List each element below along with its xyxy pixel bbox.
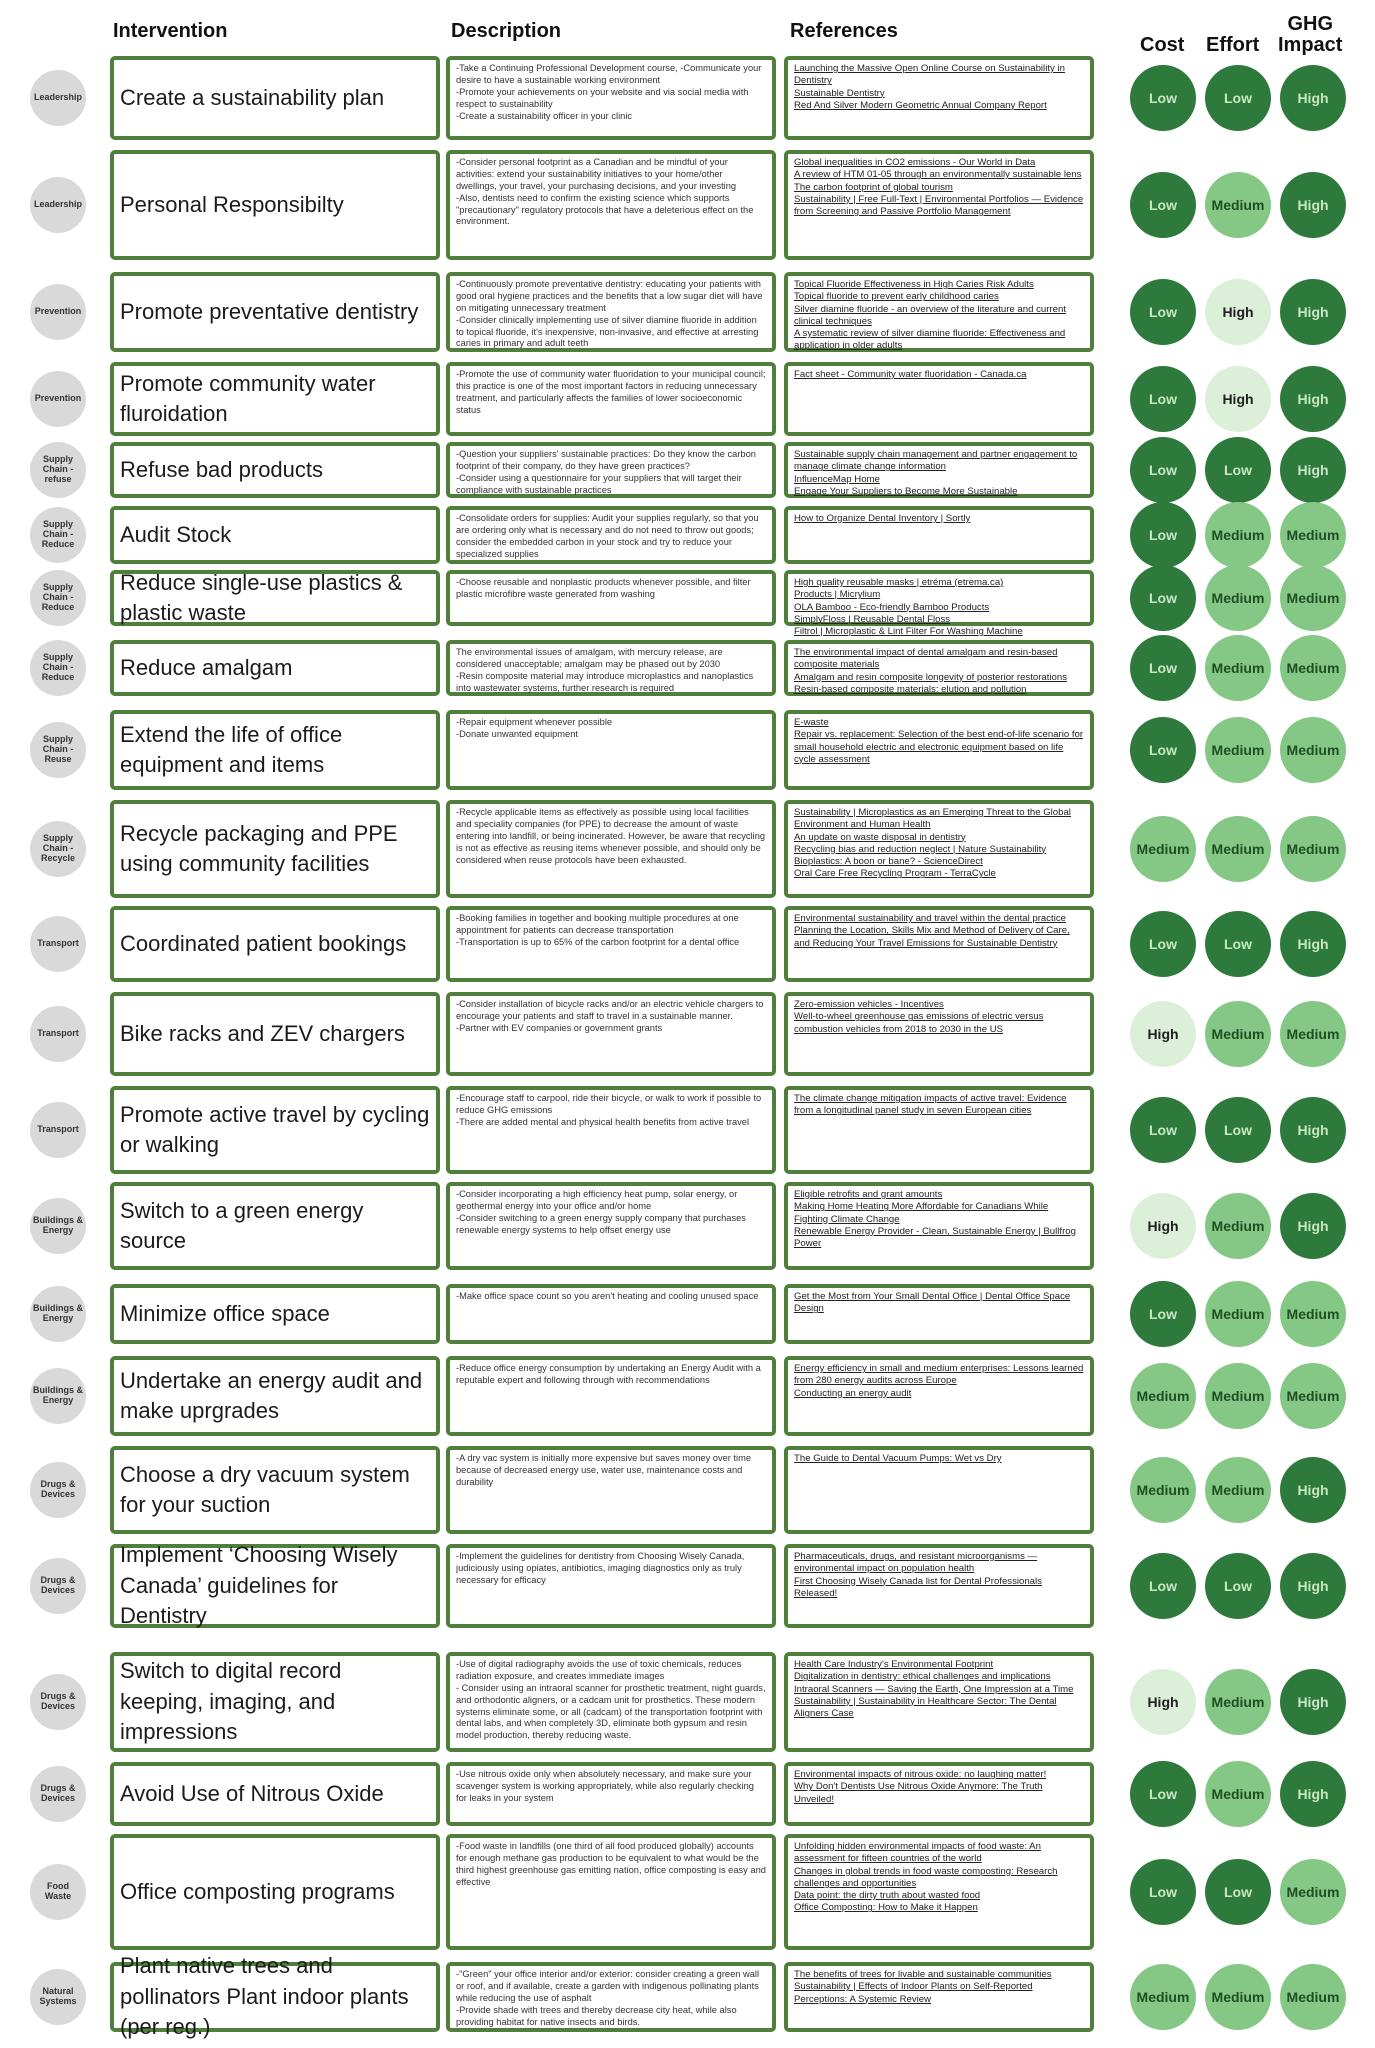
intervention-cell: Promote community water fluroidation [110, 362, 440, 436]
ghg-rating-badge: Medium [1280, 1964, 1346, 2030]
ghg-rating-badge: Medium [1280, 1859, 1346, 1925]
cost-rating-badge: Low [1130, 1097, 1196, 1163]
category-badge: Drugs & Devices [30, 1766, 86, 1822]
reference-link[interactable]: High quality reusable masks | etréma (etrema.ca) [794, 577, 1004, 588]
reference-link[interactable]: Making Home Heating More Affordable for Canadians While Fighting Climate Change [794, 1201, 1049, 1225]
cost-rating-badge: Low [1130, 1553, 1196, 1619]
description-cell: -Continuously promote preventative dentistry: educating your patients with good oral hygiene practices and the benefits that a low sugar diet will have on mitigating unnecessary treatment -Consider clinically implementing use of silver diamine fluoride in addition to topical fluoride, it's inexpensive, non-invasive, and effective at arresting caries in primary and adult teeth [446, 272, 776, 352]
intervention-cell: Personal Responsibilty [110, 150, 440, 260]
category-badge: Buildings & Energy [30, 1198, 86, 1254]
cost-rating-badge: Low [1130, 1859, 1196, 1925]
reference-link[interactable]: The climate change mitigation impacts of active travel: Evidence from a longitudinal panel study in seven European cities [794, 1093, 1067, 1117]
reference-link[interactable]: Topical Fluoride Effectiveness in High Caries Risk Adults [794, 279, 1034, 290]
effort-rating-badge: Medium [1205, 1669, 1271, 1735]
ghg-rating-badge: Medium [1280, 565, 1346, 631]
references-cell [784, 800, 1094, 898]
header-description: Description [451, 20, 562, 42]
table-row [0, 992, 1375, 1076]
references-cell [784, 1356, 1094, 1436]
effort-rating-badge: Low [1205, 1553, 1271, 1619]
references-cell [784, 992, 1094, 1076]
table-row [0, 1086, 1375, 1174]
table-row [0, 1652, 1375, 1752]
effort-rating-badge: Medium [1205, 635, 1271, 701]
intervention-cell: Minimize office space [110, 1284, 440, 1344]
references-cell [784, 1834, 1094, 1950]
category-badge: Drugs & Devices [30, 1558, 86, 1614]
effort-rating-badge: High [1205, 279, 1271, 345]
ghg-rating-badge: Medium [1280, 1363, 1346, 1429]
reference-link[interactable]: Data point: the dirty truth about wasted food [794, 1890, 981, 1902]
intervention-cell: Promote preventative dentistry [110, 272, 440, 352]
header-references: References [790, 20, 898, 42]
category-badge: Supply Chain - Reduce [30, 570, 86, 626]
intervention-cell: Switch to a green energy source [110, 1182, 440, 1270]
reference-link[interactable]: Filtrol | Microplastic & Lint Filter For Washing Machine [794, 626, 1023, 638]
header-intervention: Intervention [113, 20, 228, 42]
references-cell [784, 362, 1094, 436]
reference-link[interactable]: Sustainability | Effects of Indoor Plants on Self-Reported Perceptions: A Systemic Review [794, 1981, 1033, 2005]
reference-link[interactable]: The environmental impact of dental amalgam and resin-based composite materials [794, 647, 1058, 671]
table-row [0, 1446, 1375, 1534]
effort-rating-badge: Medium [1205, 717, 1271, 783]
cost-rating-badge: High [1130, 1669, 1196, 1735]
effort-rating-badge: Low [1205, 65, 1271, 131]
category-badge: Supply Chain - Reuse [30, 722, 86, 778]
reference-link[interactable]: Resin-based composite materials: elution and pollution [794, 683, 1027, 695]
reference-link[interactable]: Sustainability | Free Full-Text | Environmental Portfolios — Evidence from Screening and Passive Portfolio Management [794, 193, 1084, 218]
reference-link[interactable]: Intraoral Scanners — Saving the Earth, One Impression at a Time [794, 1683, 1074, 1695]
ghg-rating-badge: High [1280, 1193, 1346, 1259]
description-cell: -Use of digital radiography avoids the use of toxic chemicals, reduces radiation exposure, and creates immediate images - Consider using an intraoral scanner for prosthetic treatment, night guards, and orthodontic aligners, or a cadcam unit for prosthetics. These modern systems eliminate some, or all (cadcam) of the transportation footprint with dental labs, and when completely 3D, eliminate both gypsum and resin model production, thereby reducing waste. [446, 1652, 776, 1752]
ghg-rating-badge: High [1280, 1097, 1346, 1163]
reference-link[interactable]: Topical fluoride to prevent early childhood caries [794, 291, 999, 303]
ghg-rating-badge: High [1280, 437, 1346, 503]
references-cell [784, 150, 1094, 260]
cost-rating-badge: Low [1130, 437, 1196, 503]
reference-link[interactable]: Eligible retrofits and grant amounts [794, 1189, 943, 1200]
intervention-cell: Reduce amalgam [110, 640, 440, 696]
reference-link[interactable]: Launching the Massive Open Online Course on Sustainability in Dentistry [794, 63, 1065, 87]
reference-link[interactable]: Sustainability | Sustainability in Healthcare Sector: The Dental Aligners Case [794, 1695, 1057, 1720]
reference-link[interactable]: Sustainable Dentistry [794, 87, 885, 99]
intervention-cell: Refuse bad products [110, 442, 440, 498]
description-cell: -Food waste in landfills (one third of all food produced globally) accounts for enough methane gas production to be equivalent to what would be the third highest greenhouse gas emitting nation, office composting is easy and effective [446, 1834, 776, 1950]
references-cell [784, 1086, 1094, 1174]
category-badge: Supply Chain - refuse [30, 442, 86, 498]
reference-link[interactable]: The benefits of trees for livable and sustainable communities [794, 1969, 1052, 1980]
category-badge: Supply Chain - Recycle [30, 821, 86, 877]
reference-link[interactable]: InfluenceMap Home [794, 473, 880, 485]
intervention-cell: Recycle packaging and PPE using community facilities [110, 800, 440, 898]
reference-link[interactable]: Repair vs. replacement: Selection of the best end-of-life scenario for small household electric and electronic equipment based on life cycle assessment [794, 729, 1084, 765]
category-badge: Prevention [30, 284, 86, 340]
table-row [0, 1544, 1375, 1628]
table-row [0, 1356, 1375, 1436]
category-badge: Buildings & Energy [30, 1368, 86, 1424]
ghg-rating-badge: Medium [1280, 635, 1346, 701]
cost-rating-badge: Low [1130, 366, 1196, 432]
ghg-rating-badge: Medium [1280, 1001, 1346, 1067]
effort-rating-badge: Medium [1205, 1761, 1271, 1827]
references-cell [784, 56, 1094, 140]
category-badge: Leadership [30, 70, 86, 126]
description-cell: The environmental issues of amalgam, with mercury release, are considered unacceptable; amalgam may be phased out by 2030 -Resin composite material may introduce microplastics and nanoplastics into wastewater systems, further research is required [446, 640, 776, 696]
cost-rating-badge: Low [1130, 911, 1196, 977]
description-cell: -Consider personal footprint as a Canadian and be mindful of your activities: extend your sustainability initiatives to your home/other dwellings, your travel, your purchasing decisions, and your investing -Also, dentists need to confirm the existing science which supports "precautionary" regulatory protocols that have a deleterious effect on the environment. [446, 150, 776, 260]
table-row [0, 640, 1375, 696]
effort-rating-badge: Medium [1205, 172, 1271, 238]
category-badge: Prevention [30, 371, 86, 427]
cost-rating-badge: Low [1130, 172, 1196, 238]
category-badge: Transport [30, 916, 86, 972]
cost-rating-badge: Medium [1130, 1457, 1196, 1523]
cost-rating-badge: Medium [1130, 1964, 1196, 2030]
reference-link[interactable]: Products | Micrylium [794, 589, 881, 601]
reference-link[interactable]: The Guide to Dental Vacuum Pumps: Wet vs Dry [794, 1453, 1002, 1464]
reference-link[interactable]: A systematic review of silver diamine fluoride: Effectiveness and application in older adults [794, 328, 1066, 352]
category-badge: Food Waste [30, 1864, 86, 1920]
description-cell: -Question your suppliers' sustainable practices: Do they know the carbon footprint of their company, do they have green practices? -Consider using a questionnaire for your suppliers that will target their compliance with sustainable practices [446, 442, 776, 498]
effort-rating-badge: Medium [1205, 1363, 1271, 1429]
reference-link[interactable]: Recycling bias and reduction neglect | Nature Sustainability [794, 843, 1047, 855]
reference-link[interactable]: Unfolding hidden environmental impacts of food waste: An assessment for fifteen countries of the world [794, 1841, 1041, 1865]
cost-rating-badge: Low [1130, 502, 1196, 568]
cost-rating-badge: Low [1130, 1761, 1196, 1827]
cost-rating-badge: Medium [1130, 1363, 1196, 1429]
ghg-rating-badge: High [1280, 366, 1346, 432]
effort-rating-badge: Low [1205, 437, 1271, 503]
description-cell: -A dry vac system is initially more expensive but saves money over time because of decreased energy use, water use, maintenance costs and durability [446, 1446, 776, 1534]
references-cell [784, 640, 1094, 696]
reference-link[interactable]: Office Composting: How to Make it Happen [794, 1902, 978, 1914]
reference-link[interactable]: Engage Your Suppliers to Become More Sustainable [794, 485, 1018, 497]
reference-link[interactable]: Sustainable supply chain management and partner engagement to manage climate change information [794, 449, 1078, 473]
references-cell [784, 710, 1094, 790]
ghg-rating-badge: High [1280, 172, 1346, 238]
references-cell [784, 442, 1094, 498]
description-cell: -Make office space count so you aren't heating and cooling unused space [446, 1284, 776, 1344]
intervention-cell: Choose a dry vacuum system for your suction [110, 1446, 440, 1534]
cost-rating-badge: Low [1130, 565, 1196, 631]
effort-rating-badge: Low [1205, 911, 1271, 977]
intervention-cell: Bike racks and ZEV chargers [110, 992, 440, 1076]
table-row [0, 1762, 1375, 1826]
references-cell [784, 1446, 1094, 1534]
description-cell: -Reduce office energy consumption by undertaking an Energy Audit with a reputable expert and following through with recommendations [446, 1356, 776, 1436]
intervention-cell: Switch to digital record keeping, imaging, and impressions [110, 1652, 440, 1752]
description-cell: -Use nitrous oxide only when absolutely necessary, and make sure your scavenger system is working appropriately, while also regularly checking for leaks in your system [446, 1762, 776, 1826]
table-row [0, 1834, 1375, 1950]
reference-link[interactable]: The carbon footprint of global tourism [794, 181, 953, 193]
intervention-cell: Extend the life of office equipment and items [110, 710, 440, 790]
intervention-cell: Promote active travel by cycling or walking [110, 1086, 440, 1174]
category-badge: Supply Chain - Reduce [30, 507, 86, 563]
reference-link[interactable]: Digitalization in dentistry: ethical challenges and implications [794, 1671, 1051, 1683]
ghg-rating-badge: High [1280, 1553, 1346, 1619]
intervention-cell: Reduce single-use plastics & plastic waste [110, 570, 440, 626]
intervention-cell: Avoid Use of Nitrous Oxide [110, 1762, 440, 1826]
description-cell: -Recycle applicable items as effectively as possible using local facilities and speciality companies (for PPE) to decrease the amount of waste entering into landfill, or being incinerated. However, be aware that recycling is not as effective as reusing items whenever possible, and should only be considered when reuse protocols have been exhausted. [446, 800, 776, 898]
reference-link[interactable]: Zero-emission vehicles - Incentives [794, 999, 944, 1010]
effort-rating-badge: Medium [1205, 565, 1271, 631]
effort-rating-badge: High [1205, 366, 1271, 432]
description-cell: -Promote the use of community water fluoridation to your municipal council; this practice is one of the most important factors in reducing unnecessary treatment, and particularly affects the families of lower socioeconomic status [446, 362, 776, 436]
reference-link[interactable]: How to Organize Dental Inventory | Sortly [794, 513, 971, 524]
reference-link[interactable]: Environmental impacts of nitrous oxide: no laughing matter! [794, 1769, 1047, 1780]
reference-link[interactable]: OLA Bamboo - Eco-friendly Bamboo Products [794, 601, 990, 613]
description-cell: -Implement the guidelines for dentistry from Choosing Wisely Canada, judiciously using opiates, antibiotics, imaging diagnostics only as truly necessary for efficacy [446, 1544, 776, 1628]
effort-rating-badge: Medium [1205, 1281, 1271, 1347]
intervention-cell: Implement ‘Choosing Wisely Canada’ guidelines for Dentistry [110, 1544, 440, 1628]
intervention-cell: Undertake an energy audit and make uprgrades [110, 1356, 440, 1436]
effort-rating-badge: Medium [1205, 1193, 1271, 1259]
reference-link[interactable]: Health Care Industry's Environmental Footprint [794, 1659, 994, 1670]
effort-rating-badge: Medium [1205, 502, 1271, 568]
reference-link[interactable]: Sustainability | Microplastics as an Emerging Threat to the Global Environment and Human Health [794, 807, 1071, 831]
ghg-rating-badge: High [1280, 65, 1346, 131]
references-cell [784, 1962, 1094, 2032]
reference-link[interactable]: Environmental sustainability and travel within the dental practice [794, 913, 1066, 924]
category-badge: Drugs & Devices [30, 1462, 86, 1518]
cost-rating-badge: High [1130, 1193, 1196, 1259]
references-cell [784, 1762, 1094, 1826]
effort-rating-badge: Medium [1205, 1964, 1271, 2030]
reference-link[interactable]: Planning the Location, Skills Mix and Method of Delivery of Care, and Reducing Your Travel Emissions for Sustainable Dentistry [794, 925, 1070, 949]
description-cell: -Encourage staff to carpool, ride their bicycle, or walk to work if possible to reduce GHG emissions -There are added mental and physical health benefits from active travel [446, 1086, 776, 1174]
reference-link[interactable]: Well-to-wheel greenhouse gas emissions of electric versus combustion vehicles from 2018 to 2030 in the US [794, 1011, 1044, 1035]
references-cell [784, 570, 1094, 638]
header-effort: Effort [1206, 34, 1260, 56]
references-cell [784, 1652, 1094, 1752]
ghg-rating-badge: Medium [1280, 717, 1346, 783]
reference-link[interactable]: Changes in global trends in food waste composting: Research challenges and opportunities [794, 1865, 1058, 1889]
reference-link[interactable]: Bioplastics: A boon or bane? - ScienceDirect [794, 856, 983, 868]
ghg-rating-badge: High [1280, 279, 1346, 345]
table-row [0, 506, 1375, 564]
effort-rating-badge: Medium [1205, 1457, 1271, 1523]
category-badge: Drugs & Devices [30, 1674, 86, 1730]
ghg-rating-badge: High [1280, 1761, 1346, 1827]
table-row [0, 569, 1375, 638]
reference-link[interactable]: An update on waste disposal in dentistry [794, 831, 966, 843]
reference-link[interactable]: Pharmaceuticals, drugs, and resistant microorganisms — environmental impact on population health [794, 1551, 1038, 1575]
references-cell [784, 906, 1094, 982]
table-row [0, 710, 1375, 790]
category-badge: Transport [30, 1006, 86, 1062]
cost-rating-badge: High [1130, 1001, 1196, 1067]
ghg-rating-badge: Medium [1280, 1281, 1346, 1347]
category-badge: Buildings & Energy [30, 1286, 86, 1342]
reference-link[interactable]: E-waste [794, 717, 829, 728]
references-cell [784, 1284, 1094, 1344]
intervention-cell: Audit Stock [110, 506, 440, 564]
references-cell [784, 1544, 1094, 1628]
cost-rating-badge: Low [1130, 1281, 1196, 1347]
reference-link[interactable]: Silver diamine fluoride - an overview of the literature and current clinical techniques [794, 303, 1066, 327]
intervention-cell: Create a sustainability plan [110, 56, 440, 140]
description-cell: -Repair equipment whenever possible -Donate unwanted equipment [446, 710, 776, 790]
table-row [0, 442, 1375, 498]
cost-rating-badge: Low [1130, 279, 1196, 345]
table-row [0, 1284, 1375, 1344]
header-ghg-impact: GHG Impact [1278, 13, 1343, 56]
description-cell: -Booking families in together and booking multiple procedures at one appointment for patients can decrease transportation -Transportation is up to 65% of the carbon footprint for a dental office [446, 906, 776, 982]
category-badge: Transport [30, 1102, 86, 1158]
effort-rating-badge: Low [1205, 1097, 1271, 1163]
category-badge: Leadership [30, 177, 86, 233]
reference-link[interactable]: SimplyFloss | Reusable Dental Floss [794, 613, 951, 625]
reference-link[interactable]: Renewable Energy Provider - Clean, Sustainable Energy | Bullfrog Power [794, 1225, 1076, 1250]
ghg-rating-badge: Medium [1280, 816, 1346, 882]
reference-link[interactable]: Energy efficiency in small and medium enterprises: Lessons learned from 280 energy audits across Europe [794, 1363, 1084, 1387]
references-cell [784, 272, 1094, 352]
description-cell: -Choose reusable and nonplastic products whenever possible, and filter plastic microfibre waste generated from washing [446, 570, 776, 626]
reference-link[interactable]: Oral Care Free Recycling Program - TerraCycle [794, 868, 996, 880]
ghg-rating-badge: High [1280, 1669, 1346, 1735]
description-cell: -Take a Continuing Professional Development course, -Communicate your desire to have a sustainable working environment -Promote your achievements on your website and via social media with respect to sustainability -Create a sustainability officer in your clinic [446, 56, 776, 140]
reference-link[interactable]: Fact sheet - Community water fluoridation - Canada.ca [794, 369, 1027, 380]
reference-link[interactable]: Red And Silver Modern Geometric Annual Company Report [794, 99, 1047, 111]
table-row [0, 906, 1375, 982]
description-cell: -Consolidate orders for supplies: Audit your supplies regularly, so that you are ordering only what is necessary and do not need to throw out goods; consider the embedded carbon in your stock and try to reduce your specialized supplies [446, 506, 776, 564]
cost-rating-badge: Low [1130, 635, 1196, 701]
effort-rating-badge: Low [1205, 1859, 1271, 1925]
header-cost: Cost [1140, 34, 1185, 56]
intervention-cell: Office composting programs [110, 1834, 440, 1950]
ghg-rating-badge: High [1280, 911, 1346, 977]
description-cell: -"Green" your office interior and/or exterior: consider creating a green wall or roof, and if available, create a garden with indigenous pollinating plants while reducing the use of asphalt -Provide shade with trees and thereby decrease city heat, while also providing habitat for native insects and birds. [446, 1962, 776, 2032]
table-row [0, 1953, 1375, 2040]
table-row [0, 1182, 1375, 1270]
category-badge: Supply Chain - Reduce [30, 640, 86, 696]
table-row [0, 272, 1375, 352]
intervention-cell: Plant native trees and pollinators Plant indoor plants (per reg.) [110, 1962, 440, 2032]
effort-rating-badge: Medium [1205, 816, 1271, 882]
cost-rating-badge: Low [1130, 717, 1196, 783]
cost-rating-badge: Medium [1130, 816, 1196, 882]
reference-link[interactable]: A review of HTM 01-05 through an environmentally sustainable lens [794, 169, 1082, 181]
ghg-rating-badge: High [1280, 1457, 1346, 1523]
reference-link[interactable]: First Choosing Wisely Canada list for Dental Professionals Released! [794, 1575, 1042, 1599]
description-cell: -Consider installation of bicycle racks and/or an electric vehicle chargers to encourage your patients and staff to travel in a sustainable manner. -Partner with EV companies or government grants [446, 992, 776, 1076]
intervention-cell: Coordinated patient bookings [110, 906, 440, 982]
reference-link[interactable]: Get the Most from Your Small Dental Office | Dental Office Space Design [794, 1291, 1071, 1315]
description-cell: -Consider incorporating a high efficiency heat pump, solar energy, or geothermal energy into your office and/or home -Consider switching to a green energy supply company that purchases renewable energy systems to help offset energy use [446, 1182, 776, 1270]
reference-link[interactable]: Conducting an energy audit [794, 1387, 912, 1399]
table-row [0, 150, 1375, 260]
table-row [0, 56, 1375, 140]
table-row [0, 362, 1375, 436]
table-row [0, 800, 1375, 898]
reference-link[interactable]: Global inequalities in CO2 emissions - Our World in Data [794, 157, 1036, 168]
references-cell [784, 1182, 1094, 1270]
reference-link[interactable]: Amalgam and resin composite longevity of posterior restorations [794, 671, 1068, 683]
cost-rating-badge: Low [1130, 65, 1196, 131]
references-cell [784, 506, 1094, 564]
category-badge: Natural Systems [30, 1969, 86, 2025]
effort-rating-badge: Medium [1205, 1001, 1271, 1067]
reference-link[interactable]: Why Don't Dentists Use Nitrous Oxide Anymore: The Truth Unveiled! [794, 1781, 1043, 1805]
ghg-rating-badge: Medium [1280, 502, 1346, 568]
